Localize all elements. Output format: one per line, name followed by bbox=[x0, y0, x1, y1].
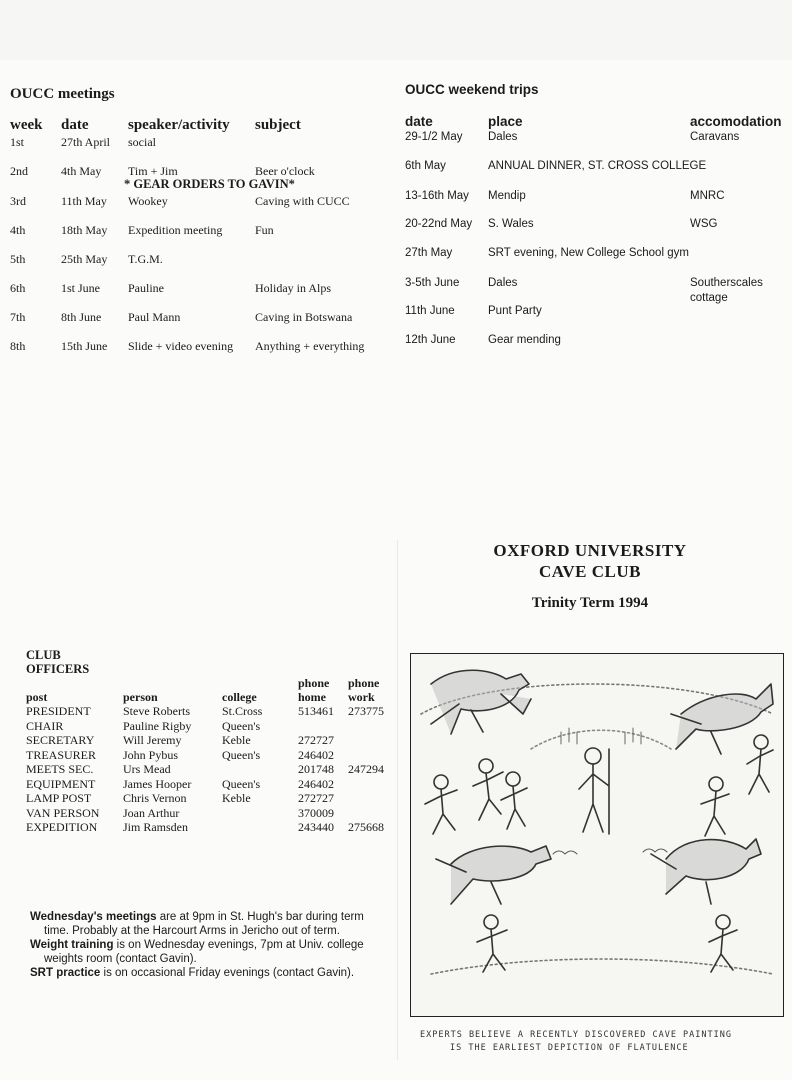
trip-date: 6th May bbox=[405, 160, 446, 172]
trip-date: 11th June bbox=[405, 305, 455, 317]
meeting-subject: Holiday in Alps bbox=[255, 281, 332, 295]
note-wednesday-text: are at 9pm in St. Hugh's bar during term bbox=[156, 911, 364, 923]
officer-home-phone: 370009 bbox=[298, 805, 334, 820]
meeting-week: 2nd bbox=[10, 164, 28, 178]
meeting-subject: Beer o'clock bbox=[255, 164, 315, 178]
officer-home-phone: 513461 bbox=[298, 704, 334, 718]
officer-work-phone-column bbox=[348, 704, 384, 835]
cover-title-line1: OXFORD UNIVERSITY bbox=[493, 541, 687, 560]
officer-work-phone: 275668 bbox=[348, 820, 384, 834]
officers-title-line1: CLUB bbox=[26, 648, 61, 662]
officers-header-person: person bbox=[123, 690, 158, 704]
officer-home-phone: 272727 bbox=[298, 733, 334, 747]
officer-person-column bbox=[123, 704, 191, 835]
meeting-week: 5th bbox=[10, 252, 26, 266]
meetings-header-speaker: speaker/activity bbox=[128, 117, 230, 133]
meeting-speaker: social bbox=[128, 135, 156, 149]
trip-accommodation: WSG bbox=[690, 218, 718, 230]
officer-home-phone bbox=[298, 719, 334, 734]
officer-post: EXPEDITION bbox=[26, 820, 98, 834]
officer-post: CHAIR bbox=[26, 718, 64, 733]
meeting-speaker: T.G.M. bbox=[128, 252, 163, 266]
meeting-subject: Fun bbox=[255, 223, 274, 237]
meetings-header-week: week bbox=[10, 117, 43, 133]
officer-home-phone: 246402 bbox=[298, 776, 334, 791]
officer-post: VAN PERSON bbox=[26, 805, 100, 820]
note-srt-bold: SRT practice bbox=[30, 967, 101, 979]
officers-title-line2: OFFICERS bbox=[26, 662, 90, 676]
meeting-week: 3rd bbox=[10, 194, 26, 208]
officer-college: Queen's bbox=[222, 747, 261, 762]
officer-college: Queen's bbox=[222, 776, 261, 791]
officer-work-phone bbox=[348, 748, 384, 763]
trip-date: 3-5th June bbox=[405, 277, 460, 289]
officer-home-phone-column bbox=[298, 704, 334, 835]
officer-home-phone: 246402 bbox=[298, 747, 334, 762]
officer-person: Will Jeremy bbox=[123, 733, 182, 747]
cover-title-line2: CAVE CLUB bbox=[539, 562, 641, 581]
meeting-speaker: Pauline bbox=[128, 281, 164, 295]
officer-person: James Hooper bbox=[123, 776, 192, 791]
trip-date: 20-22nd May bbox=[405, 218, 473, 230]
scan-shadow-top bbox=[0, 0, 792, 60]
note-weight-text: is on Wednesday evenings, 7pm at Univ. college bbox=[113, 939, 364, 951]
trips-header-date: date bbox=[405, 114, 433, 129]
meeting-notes bbox=[30, 910, 364, 980]
officer-college bbox=[222, 762, 262, 777]
officer-person: Jim Ramsden bbox=[123, 820, 188, 834]
cave-painting-frame bbox=[410, 653, 784, 1017]
scan-fold-line bbox=[397, 540, 398, 1060]
officer-college-column bbox=[222, 704, 262, 835]
meeting-date: 25th May bbox=[61, 252, 108, 266]
trip-place: ANNUAL DINNER, ST. CROSS COLLEGE bbox=[488, 160, 707, 172]
note-srt-text: is on occasional Friday evenings (contact Gavin). bbox=[100, 967, 355, 979]
officers-header-post: post bbox=[26, 690, 48, 704]
meetings-header-date: date bbox=[61, 117, 89, 133]
officer-work-phone bbox=[348, 777, 384, 792]
cave-painting-illustration bbox=[411, 654, 783, 1016]
trip-place: Gear mending bbox=[488, 334, 561, 346]
officer-person: Joan Arthur bbox=[123, 805, 180, 820]
officer-person: Pauline Rigby bbox=[123, 718, 192, 733]
meeting-week: 4th bbox=[10, 223, 26, 237]
officers-header-college: college bbox=[222, 690, 257, 704]
officer-work-phone: 247294 bbox=[348, 762, 384, 776]
officer-home-phone: 201748 bbox=[298, 762, 334, 776]
officer-work-phone bbox=[348, 806, 384, 821]
meeting-date: 11th May bbox=[61, 194, 107, 208]
trip-place: SRT evening, New College School gym bbox=[488, 247, 689, 259]
officer-home-phone: 272727 bbox=[298, 791, 334, 805]
officer-work-phone bbox=[348, 733, 384, 748]
meeting-subject: Caving in Botswana bbox=[255, 310, 353, 324]
trip-date: 13-16th May bbox=[405, 190, 469, 202]
officers-header-home: home bbox=[298, 690, 326, 704]
trips-header-accommodation: accomodation bbox=[690, 114, 782, 129]
officers-header-phone-work-1: phone bbox=[348, 676, 380, 690]
officer-post-column bbox=[26, 704, 99, 835]
meeting-week: 7th bbox=[10, 310, 26, 324]
meeting-date: 8th June bbox=[61, 310, 102, 324]
trip-place: S. Wales bbox=[488, 218, 534, 230]
officer-college bbox=[222, 820, 262, 835]
meetings-header-subject: subject bbox=[255, 117, 301, 133]
note-weight-line2: weights room (contact Gavin). bbox=[44, 953, 197, 965]
cave-painting-caption-line1: EXPERTS BELIEVE A RECENTLY DISCOVERED CAVE PAINTING bbox=[420, 1030, 732, 1040]
note-wednesday-bold: Wednesday's meetings bbox=[30, 911, 157, 923]
officer-home-phone: 243440 bbox=[298, 820, 334, 834]
officer-college: Keble bbox=[222, 733, 251, 747]
officer-college: St.Cross bbox=[222, 704, 263, 718]
trip-place: Dales bbox=[488, 131, 518, 143]
trip-date: 27th May bbox=[405, 247, 453, 259]
meeting-speaker: Slide + video evening bbox=[128, 339, 234, 353]
officer-person: John Pybus bbox=[123, 747, 179, 762]
meeting-subject: Caving with CUCC bbox=[255, 194, 350, 208]
note-weight bbox=[30, 938, 364, 952]
officer-post: TREASURER bbox=[26, 747, 97, 762]
trip-date: 29-1/2 May bbox=[405, 131, 463, 143]
note-wednesday-line2: time. Probably at the Harcourt Arms in Jericho out of term. bbox=[44, 925, 340, 937]
gear-orders-note: * GEAR ORDERS TO GAVIN* bbox=[124, 177, 295, 191]
officer-college: Queen's bbox=[222, 718, 261, 733]
note-srt bbox=[30, 966, 364, 980]
meeting-date: 27th April bbox=[61, 135, 111, 149]
trip-accommodation: Caravans bbox=[690, 131, 740, 143]
meeting-speaker: Wookey bbox=[128, 194, 168, 208]
meeting-speaker: Expedition meeting bbox=[128, 223, 223, 237]
meetings-title: OUCC meetings bbox=[10, 86, 115, 102]
officer-work-phone bbox=[348, 791, 384, 806]
trip-place: Mendip bbox=[488, 190, 526, 202]
trip-place: Dales bbox=[488, 277, 518, 289]
trips-title: OUCC weekend trips bbox=[405, 82, 539, 97]
officer-person: Urs Mead bbox=[123, 762, 171, 776]
meeting-date: 15th June bbox=[61, 339, 108, 353]
trip-accommodation-extra: cottage bbox=[690, 292, 728, 304]
officer-post: LAMP POST bbox=[26, 791, 92, 805]
meeting-subject: Anything + everything bbox=[255, 339, 365, 353]
officer-work-phone: 273775 bbox=[348, 704, 384, 718]
meeting-speaker: Tim + Jim bbox=[128, 164, 178, 178]
meeting-date: 18th May bbox=[61, 223, 108, 237]
officer-college bbox=[222, 806, 262, 821]
officer-work-phone bbox=[348, 719, 384, 734]
meeting-week: 6th bbox=[10, 281, 26, 295]
officers-header-phone-home-1: phone bbox=[298, 676, 330, 690]
officer-post: SECRETARY bbox=[26, 733, 95, 747]
cover-term: Trinity Term 1994 bbox=[531, 595, 649, 611]
officer-post: EQUIPMENT bbox=[26, 776, 96, 791]
trip-place: Punt Party bbox=[488, 305, 542, 317]
meeting-week: 8th bbox=[10, 339, 26, 353]
officers-header-work: work bbox=[348, 690, 375, 704]
officer-person: Steve Roberts bbox=[123, 704, 190, 718]
meeting-week: 1st bbox=[10, 135, 25, 149]
officer-college: Keble bbox=[222, 791, 251, 805]
meeting-date: 1st June bbox=[61, 281, 100, 295]
officer-person: Chris Vernon bbox=[123, 791, 187, 805]
meeting-speaker: Paul Mann bbox=[128, 310, 181, 324]
meeting-date: 4th May bbox=[61, 164, 102, 178]
trip-date: 12th June bbox=[405, 334, 456, 346]
officer-post: MEETS SEC. bbox=[26, 762, 94, 776]
note-wednesday bbox=[30, 910, 364, 924]
note-weight-bold: Weight training bbox=[30, 939, 114, 951]
trip-accommodation: Southerscales bbox=[690, 277, 763, 289]
trip-accommodation: MNRC bbox=[690, 190, 725, 202]
trips-header-place: place bbox=[488, 114, 523, 129]
officer-post: PRESIDENT bbox=[26, 704, 91, 718]
cave-painting-caption-line2: IS THE EARLIEST DEPICTION OF FLATULENCE bbox=[450, 1043, 689, 1053]
